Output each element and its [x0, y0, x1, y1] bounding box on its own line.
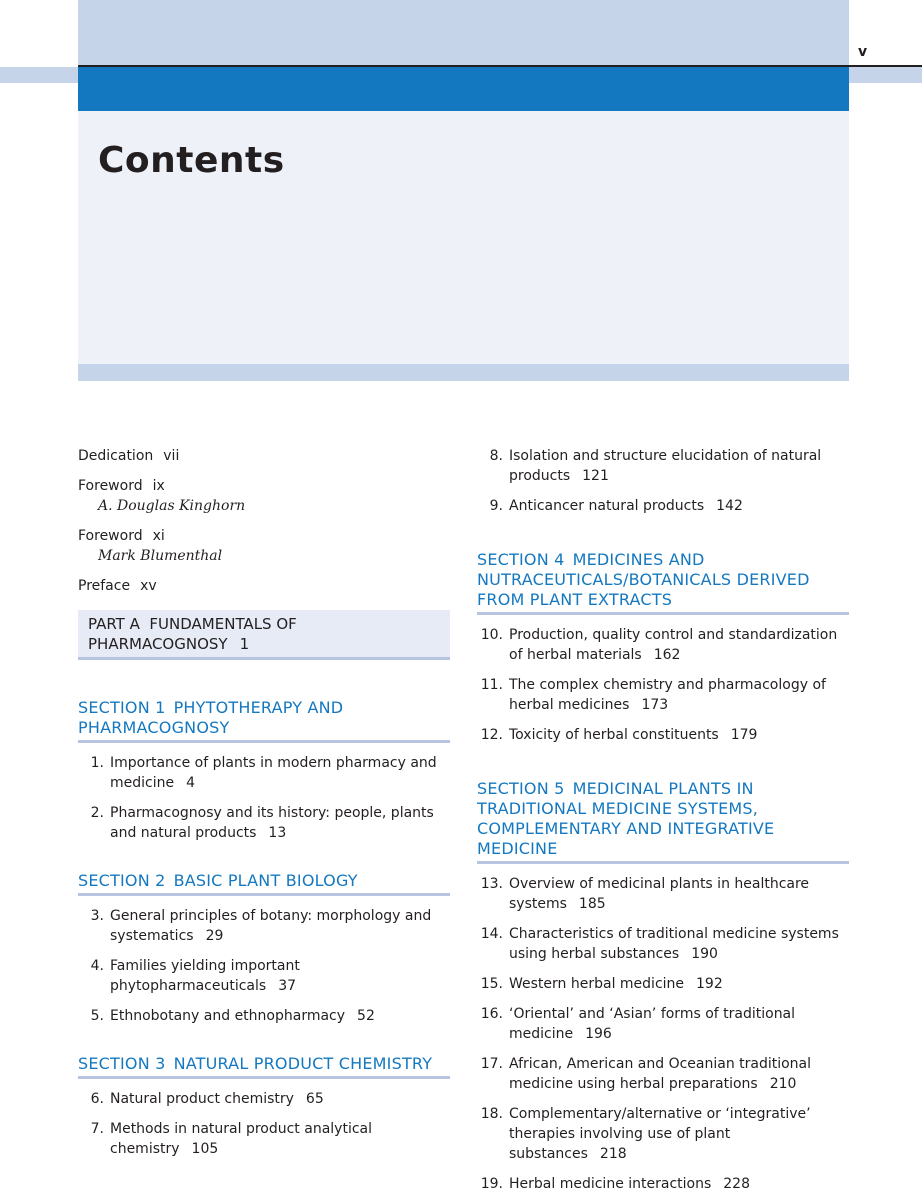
chapter-title: Complementary/alternative or ‘integrative’ therapies involving use of plant substances: [509, 1106, 811, 1162]
toc-entry[interactable]: [477, 1054, 849, 1094]
chapter-title: Herbal medicine interactions: [509, 1176, 712, 1192]
front-matter-label: Preface: [78, 578, 131, 594]
chapter-page: 37: [278, 978, 297, 994]
chapter-page: 142: [716, 498, 743, 514]
section-2-heading[interactable]: [78, 871, 450, 896]
chapter-number: 14.: [480, 926, 503, 942]
chapter-number: 15.: [480, 976, 503, 992]
chapter-number: 3.: [90, 908, 104, 924]
section-label: SECTION 3: [78, 1054, 166, 1073]
chapter-page: 13: [268, 825, 287, 841]
toc-entry[interactable]: [477, 974, 849, 994]
chapter-title: Western herbal medicine: [509, 976, 685, 992]
chapter-page: 162: [653, 647, 681, 663]
chapter-page: 185: [578, 896, 606, 912]
section-label: SECTION 4: [477, 550, 565, 569]
chapter-number: 10.: [480, 627, 503, 643]
chapter-page: 121: [582, 468, 609, 484]
chapter-page: 65: [305, 1091, 324, 1107]
toc-entry[interactable]: [78, 1089, 450, 1109]
chapter-number: 16.: [480, 1006, 503, 1022]
chapter-title: Ethnobotany and ethnopharmacy: [110, 1008, 346, 1024]
header-band-top: [78, 0, 849, 66]
front-matter-label: Dedication: [78, 448, 154, 464]
chapter-number: 12.: [480, 727, 503, 743]
section-title: PHYTOTHERAPY AND PHARMACOGNOSY: [78, 698, 344, 737]
front-matter-label: Foreword: [78, 478, 143, 494]
chapter-page: 190: [691, 946, 718, 962]
chapter-number: 4.: [90, 958, 104, 974]
chapter-number: 9.: [489, 498, 503, 514]
chapter-title: African, American and Oceanian traditional medicine using herbal preparations: [509, 1056, 812, 1092]
section-label: SECTION 5: [477, 779, 565, 798]
toc-entry[interactable]: [477, 446, 849, 486]
chapter-page: 173: [641, 697, 669, 713]
chapter-number: 5.: [90, 1008, 104, 1024]
front-matter-page: ix: [152, 478, 165, 494]
section-5-heading[interactable]: [477, 779, 849, 864]
toc-right-column: [477, 446, 849, 1204]
chapter-title: Natural product chemistry: [110, 1091, 294, 1107]
front-matter-author: A. Douglas Kinghorn: [98, 498, 246, 514]
toc-entry[interactable]: [477, 1104, 849, 1164]
section-3-heading[interactable]: [78, 1054, 450, 1079]
front-matter-item[interactable]: [78, 576, 450, 596]
chapter-page: 192: [696, 976, 723, 992]
chapter-page: 179: [730, 727, 758, 743]
chapter-number: 11.: [480, 677, 503, 693]
chapter-number: 7.: [90, 1121, 104, 1137]
chapter-title: General principles of botany: morphology and systematics: [110, 908, 432, 944]
front-matter-page: vii: [163, 448, 180, 464]
header-band-left: [0, 67, 78, 83]
chapter-title: ‘Oriental’ and ‘Asian’ forms of traditional medicine: [509, 1006, 796, 1042]
chapter-number: 13.: [480, 876, 503, 892]
section-label: SECTION 1: [78, 698, 166, 717]
chapter-title: The complex chemistry and pharmacology of herbal medicines: [509, 677, 826, 713]
toc-entry[interactable]: [78, 803, 450, 843]
chapter-number: 17.: [480, 1056, 503, 1072]
chapter-title: Families yielding important phytopharmaceuticals: [110, 958, 300, 994]
front-matter-item[interactable]: [78, 526, 450, 566]
part-label: PART A: [88, 615, 140, 633]
header-blue-bar: [78, 67, 849, 111]
part-title-line2: PHARMACOGNOSY: [88, 635, 228, 653]
chapter-page: 29: [205, 928, 224, 944]
front-matter-item[interactable]: [78, 446, 450, 466]
chapter-title: Production, quality control and standardization of herbal materials: [509, 627, 838, 663]
section-title: MEDICINES AND NUTRACEUTICALS/BOTANICALS DERIVED FROM PLANT EXTRACTS: [477, 550, 810, 609]
section-title: NATURAL PRODUCT CHEMISTRY: [173, 1054, 433, 1073]
section-title: BASIC PLANT BIOLOGY: [173, 871, 358, 890]
header-band-right: [849, 67, 922, 83]
chapter-number: 6.: [90, 1091, 104, 1107]
toc-entry[interactable]: [477, 625, 849, 665]
section-4-heading[interactable]: [477, 550, 849, 615]
toc-entry[interactable]: [78, 1119, 450, 1159]
chapter-title: Characteristics of traditional medicine systems using herbal substances: [509, 926, 839, 962]
toc-entry[interactable]: [477, 1174, 849, 1194]
front-matter-item[interactable]: [78, 476, 450, 516]
toc-left-column: [78, 446, 450, 1169]
toc-entry[interactable]: [477, 496, 849, 516]
chapter-number: 1.: [90, 755, 104, 771]
toc-entry[interactable]: [78, 753, 450, 793]
chapter-page: 105: [191, 1141, 219, 1157]
front-matter-label: Foreword: [78, 528, 143, 544]
part-page: 1: [239, 635, 250, 653]
chapter-number: 2.: [90, 805, 104, 821]
header-band-bottom: [78, 364, 849, 381]
section-label: SECTION 2: [78, 871, 166, 890]
page-title: Contents: [98, 140, 285, 181]
chapter-title: Anticancer natural products: [509, 498, 705, 514]
chapter-page: 196: [585, 1026, 612, 1042]
toc-entry[interactable]: [477, 675, 849, 715]
chapter-title: Toxicity of herbal constituents: [509, 727, 719, 743]
toc-entry[interactable]: [78, 1006, 450, 1026]
part-title-line1: FUNDAMENTALS OF: [149, 615, 297, 633]
chapter-title: Importance of plants in modern pharmacy and medicine: [110, 755, 437, 791]
chapter-page: 218: [599, 1146, 627, 1162]
chapter-title: Methods in natural product analytical chemistry: [110, 1121, 373, 1157]
toc-entry[interactable]: [78, 906, 450, 946]
chapter-page: 4: [186, 775, 196, 791]
chapter-page: 210: [769, 1076, 797, 1092]
front-matter-author: Mark Blumenthal: [98, 548, 223, 564]
chapter-number: 18.: [480, 1106, 503, 1122]
toc-entry[interactable]: [477, 874, 849, 914]
page-number: v: [858, 44, 868, 60]
part-a-heading[interactable]: [78, 610, 450, 660]
section-title: MEDICINAL PLANTS IN TRADITIONAL MEDICINE SYSTEMS, COMPLEMENTARY AND INTEGRATIVE MEDICINE: [477, 779, 775, 858]
toc-entry[interactable]: [477, 1004, 849, 1044]
chapter-number: 19.: [480, 1176, 503, 1192]
chapter-title: Overview of medicinal plants in healthcare systems: [509, 876, 810, 912]
toc-entry[interactable]: [477, 924, 849, 964]
chapter-number: 8.: [489, 448, 503, 464]
chapter-title: Pharmacognosy and its history: people, plants and natural products: [110, 805, 434, 841]
front-matter-page: xv: [140, 578, 157, 594]
toc-entry[interactable]: [78, 956, 450, 996]
front-matter-page: xi: [152, 528, 165, 544]
toc-entry[interactable]: [477, 725, 849, 745]
section-1-heading[interactable]: [78, 698, 450, 743]
chapter-page: 228: [723, 1176, 750, 1192]
chapter-title: Isolation and structure elucidation of natural products: [509, 448, 822, 484]
chapter-page: 52: [357, 1008, 375, 1024]
